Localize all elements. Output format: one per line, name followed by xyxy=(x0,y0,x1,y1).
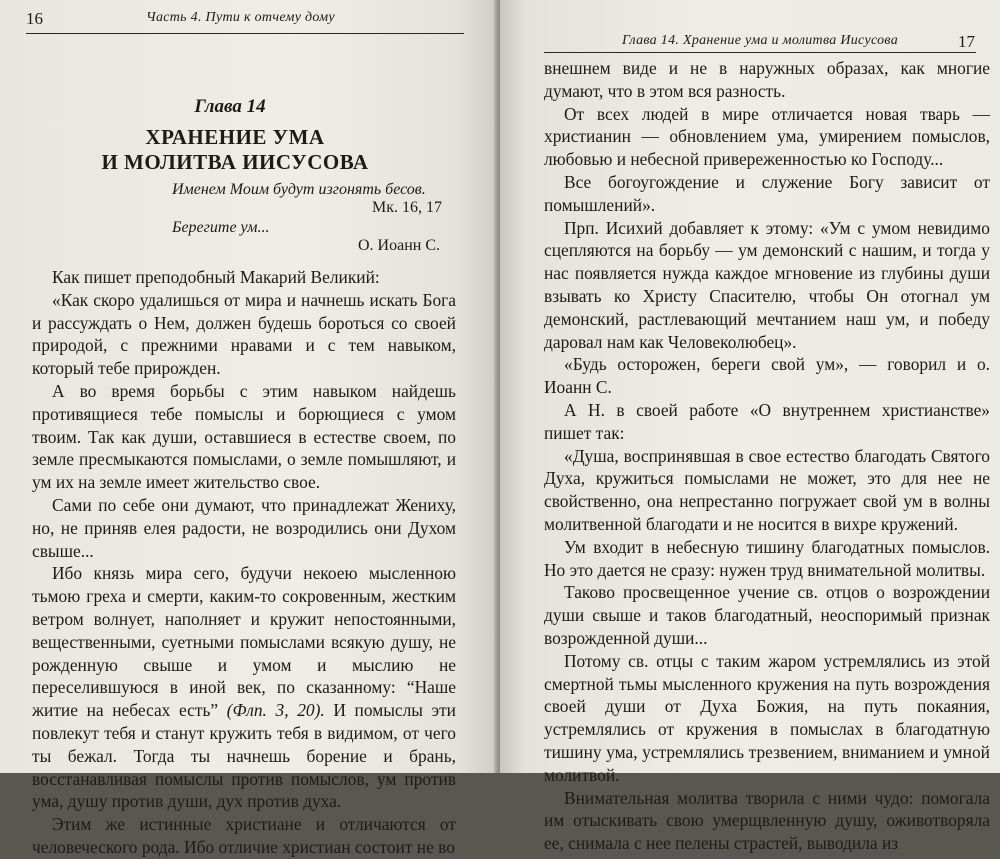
left-page xyxy=(0,0,497,857)
paragraph: А Н. в своей работе «О внутреннем христианстве» пишет так: xyxy=(544,399,990,443)
page-number: 17 xyxy=(958,32,975,51)
paragraph-text: Ибо князь мира сего, будучи некоею мысленною тьмою греха и смерти, каким-то сокровенным, жестким ветром волнует, наполняет и кружит непостоянными, вещественными, суетными помыслами всякую душу, не рожденную свыше и умом и мыслию не переселившуюся в иной век, по сказанному: “Наше житие на небесах есть” xyxy=(32,563,456,721)
chapter-title-line: ХРАНЕНИЕ УМА xyxy=(145,125,325,149)
chapter-number: Глава 14 xyxy=(194,96,266,117)
paragraph: «Душа, воспринявшая в свое естество благодать Святого Духа, кружиться помыслами не может, это для нее не свойственно, она непрестанно погружает свой ум в волны молитвенной благодати и не носится в вихре кружений. xyxy=(544,445,990,534)
chapter-title-line: И МОЛИТВА ИИСУСОВА xyxy=(101,150,369,174)
paragraph: Таково просвещенное учение св. отцов о возрождении души свыше и таков благодатный, неоспоримый признак возрожденной души... xyxy=(544,582,990,648)
epigraph-text: Именем Моим будут изгонять бесов. xyxy=(172,181,426,198)
paragraph: Ум входит в небесную тишину благодатных помыслов. Но это дается не сразу: нужен труд внимательной молитвы. xyxy=(544,536,990,580)
running-head: Часть 4. Пути к отчему дому xyxy=(146,10,335,25)
paragraph: Внимательная молитва творила с ними чудо: помогала им отыскивать свою умерщвленную душу, оживотворяла ее, снимала с нее пелены страстей, выводила из xyxy=(544,787,990,854)
paragraph xyxy=(32,562,456,813)
running-head: Глава 14. Хранение ума и молитва Иисусова xyxy=(622,33,899,48)
epigraph-text: Берегите ум... xyxy=(172,219,270,236)
paragraph: внешнем виде и не в наружных образах, как многие думают, что в этом вся разность. xyxy=(544,58,990,101)
paragraph: Как пишет преподобный Макарий Великий: xyxy=(52,267,380,287)
paragraph: Прп. Исихий добавляет к этому: «Ум с умом невидимо сцепляются на борьбу — ум демонский с нашим, и тогда у нас появляется нужда каждое мгновение из глубины души взывать ко Христу Спасителю, чтобы Он отогнал ум демонский, растлевающий мечтанием наш ум, и победу даровал нам как Человеколюбец». xyxy=(544,217,990,352)
paragraph: А во время борьбы с этим навыком найдешь противящиеся тебе помыслы и борющиеся с умом твоим. Так как души, оставшиеся в естестве своем, по земле пресмыкаются помыслами, о земле помышляют, и ум их на земле имеет жительство свое. xyxy=(32,380,456,493)
right-page xyxy=(500,0,1000,854)
paragraph-text: И помыслы эти повлекут тебя и станут кружить тебя в видимом, от чего ты бежал. Тогда ты начнешь борение и брань, восстанавливая помыслы против помыслов, ум против ума, душу против души, дух против духа. xyxy=(32,700,456,812)
paragraph: Все богоугождение и служение Богу зависит от помышлений». xyxy=(544,171,990,215)
epigraph-source: О. Иоанн С. xyxy=(358,237,441,254)
page-number: 16 xyxy=(26,9,43,28)
paragraph: Этим же истинные христиане и отличаются от человеческого рода. Ибо отличие христиан состоит не во xyxy=(32,814,456,857)
scripture-reference: (Флп. 3, 20). xyxy=(218,700,325,721)
paragraph: От всех людей в мире отличается новая тварь — христианин — обновлением ума, умирением помыслов, любовью и небесной привереженностью ко Господу... xyxy=(544,103,990,170)
paragraph: Сами по себе они думают, что принадлежат Жениху, но, не приняв елея радости, не возродились они Духом свыше... xyxy=(32,494,456,561)
chapter-title xyxy=(90,125,380,175)
epigraph-source: Мк. 16, 17 xyxy=(372,199,442,216)
header-rule xyxy=(544,52,976,53)
paragraph: «Как скоро удалишься от мира и начнешь искать Бога и рассуждать о Нем, должен будешь бороться со своей природой, с прежними нравами и с тем навыком, который тебе прирожден. xyxy=(32,289,456,379)
body-text xyxy=(544,57,990,855)
paragraph: «Будь осторожен, береги свой ум», — говорил и о. Иоанн С. xyxy=(544,354,990,398)
header-rule xyxy=(26,33,464,34)
body-text xyxy=(32,266,456,859)
paragraph: Потому св. отцы с таким жаром устремлялись из этой смертной тьмы мысленного кружения на путь возрождения своей души от Духа Божия, на путь покаяния, устремлялись от кружения в помыслах в благодатную тишину ума, устремлялись трезвением, вниманием и умной молитвой. xyxy=(544,650,990,785)
